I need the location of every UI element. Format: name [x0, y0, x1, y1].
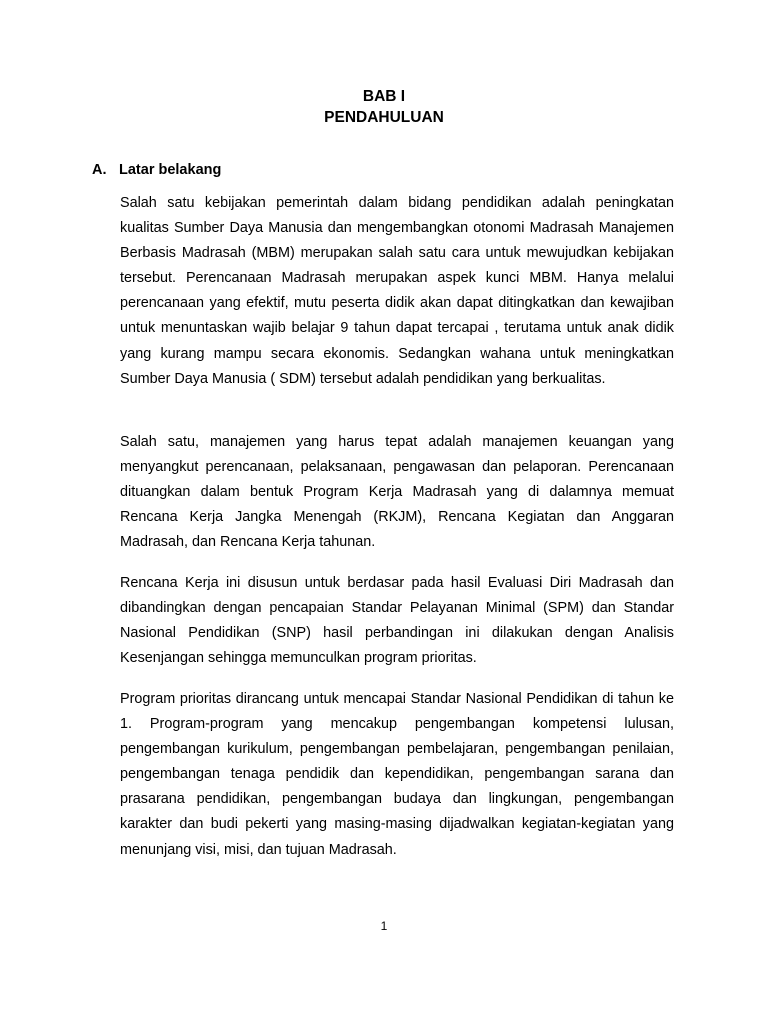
section-title: Latar belakang: [119, 162, 222, 178]
body-paragraph: Program prioritas dirancang untuk mencapai Standar Nasional Pendidikan di tahun ke 1. Program-program yang mencakup pengembangan kompetensi lulusan, pengembangan kurikulum, pengembangan pembelajaran, pengembangan penilaian, pengembangan tenaga pendidik dan kependidikan, pengembangan sarana dan prasarana pendidikan, pengembangan budaya dan lingkungan, pengembangan karakter dan budi pekerti yang masing-masing dijadwalkan kegiatan-kegiatan yang menunjang visi, misi, dan tujuan Madrasah.: [120, 691, 674, 858]
page-number: 1: [380, 919, 388, 933]
body-paragraph: Salah satu, manajemen yang harus tepat adalah manajemen keuangan yang menyangkut perencanaan, pelaksanaan, pengawasan dan pelaporan. Perencanaan dituangkan dalam bentuk Program Kerja Madrasah yang di dalamnya memuat Rencana Kerja Jangka Menengah (RKJM), Rencana Kegiatan dan Anggaran Madrasah, dan Rencana Kerja tahunan.: [120, 434, 674, 551]
section-heading: [92, 159, 221, 181]
chapter-title: PENDAHULUAN: [324, 109, 444, 126]
body-paragraph: Salah satu kebijakan pemerintah dalam bidang pendidikan adalah peningkatan kualitas Sumber Daya Manusia dan mengembangkan otonomi Madrasah Manajemen Berbasis Madrasah (MBM) merupakan salah satu cara untuk mewujudkan kebijakan tersebut. Perencanaan Madrasah merupakan aspek kunci MBM. Hanya melalui perencanaan yang efektif, mutu peserta didik akan dapat ditingkatkan dan kewajiban untuk menuntaskan wajib belajar 9 tahun dapat tercapai , terutama untuk anak didik yang kurang mampu secara ekonomis. Sedangkan wahana untuk meningkatkan Sumber Daya Manusia ( SDM) tersebut adalah pendidikan yang berkualitas.: [120, 195, 674, 387]
body-paragraph: Rencana Kerja ini disusun untuk berdasar pada hasil Evaluasi Diri Madrasah dan dibandingkan dengan pencapaian Standar Pelayanan Minimal (SPM) dan Standar Nasional Pendidikan (SNP) hasil perbandingan ini dilakukan dengan Analisis Kesenjangan sehingga memunculkan program prioritas.: [120, 575, 674, 667]
chapter-number: BAB I: [362, 88, 406, 105]
section-letter: A.: [92, 162, 107, 178]
